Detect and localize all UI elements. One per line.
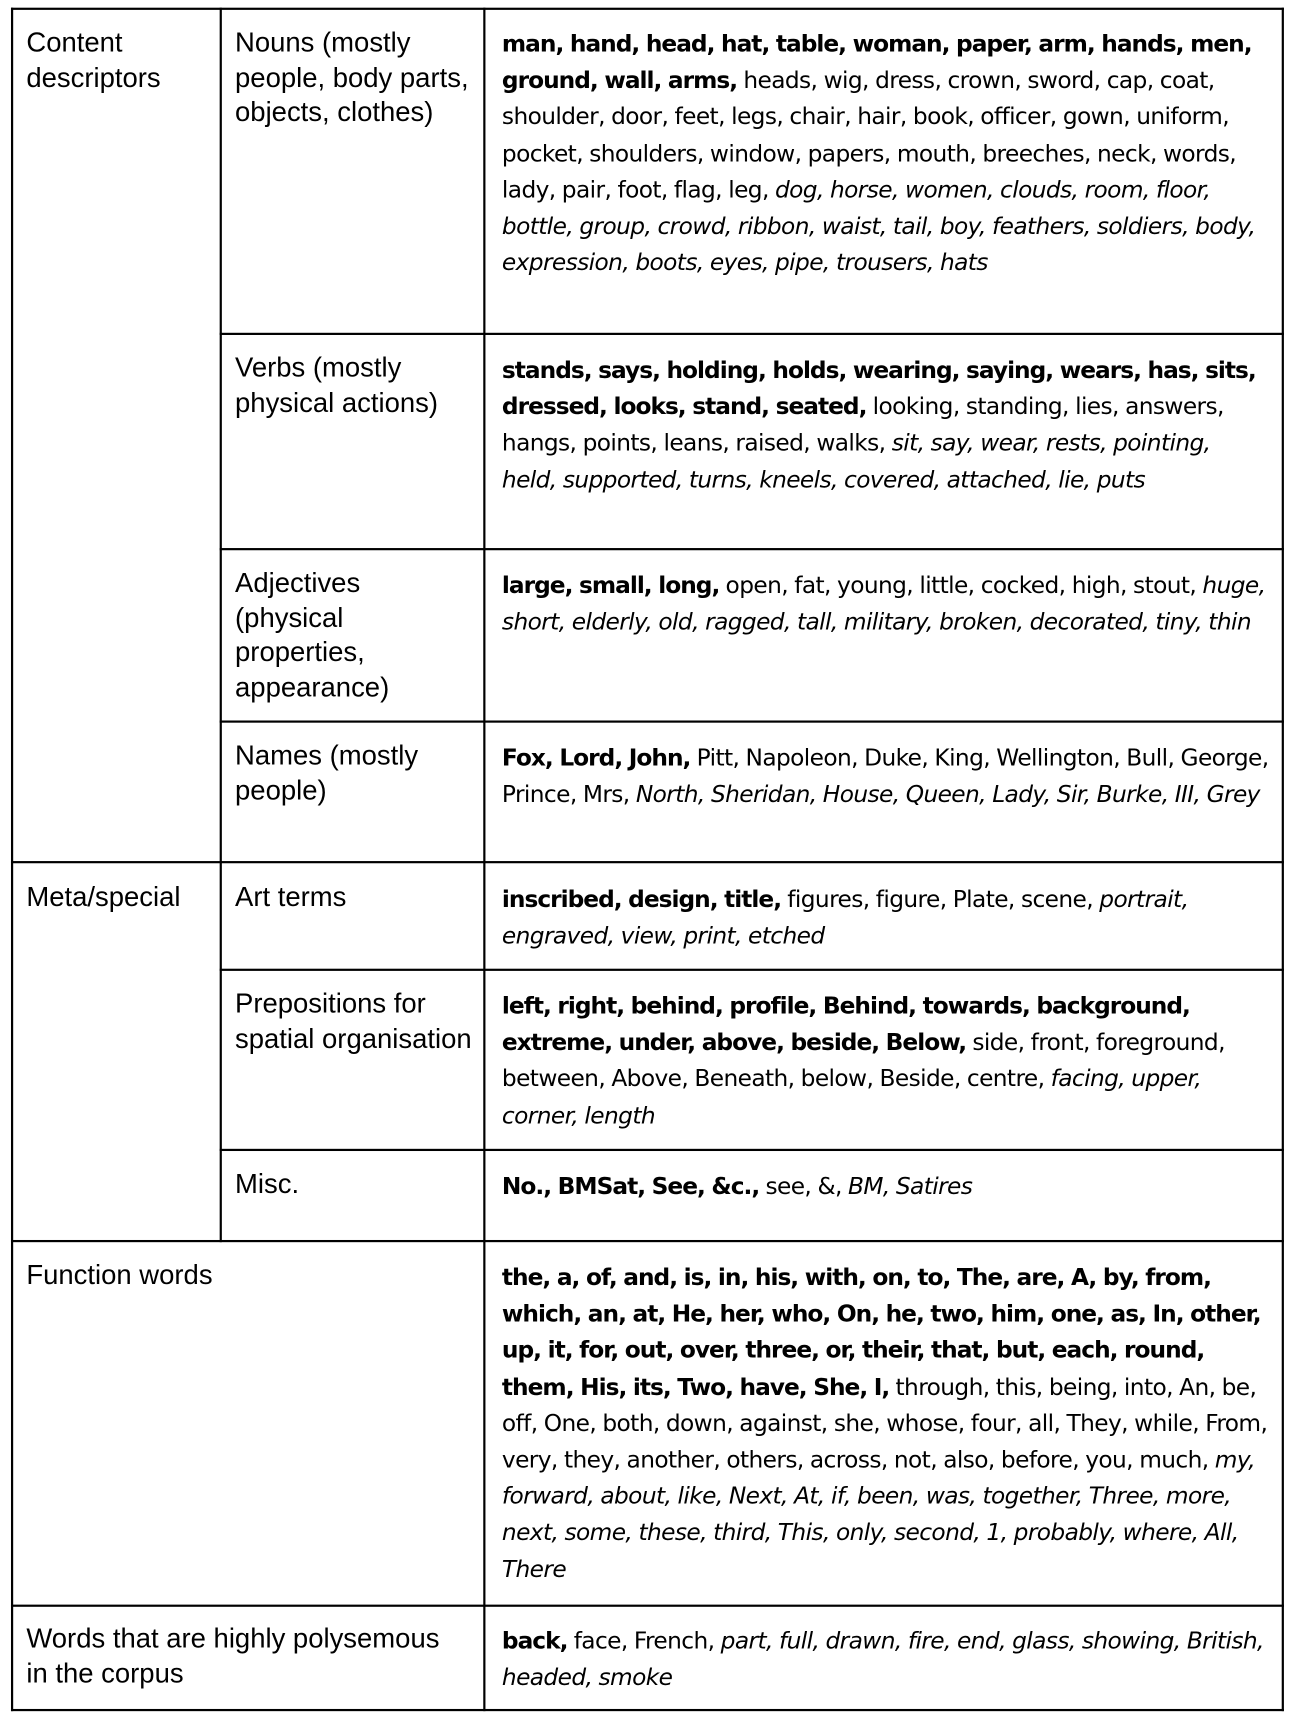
group-label-meta-special: Meta/special: [26, 881, 181, 913]
word-list-adjectives: [502, 567, 1271, 640]
word-list-polysemous: [502, 1622, 1271, 1695]
bold-words: man, hand, head, hat, table, woman, paper, arm, hands, men, ground, wall, arms,: [501, 29, 1252, 94]
group-divider: [11, 1240, 1284, 1242]
table-border-right: [1282, 8, 1284, 1711]
italic-words: North, Sheridan, House, Queen, Lady, Sir, Burke, III, Grey: [629, 780, 1260, 808]
regular-words: Pitt, Napoleon, Duke, King, Wellington, Bull, George, Prince, Mrs,: [501, 743, 1269, 808]
word-list-prepositions: [502, 987, 1271, 1133]
table-border-bottom: [11, 1709, 1284, 1711]
bold-words: left, right, behind, profile, Behind, towards, background, extreme, under, above, beside, Below,: [501, 991, 1190, 1056]
italic-words: dog, horse, women, clouds, room, floor, bottle, group, crowd, ribbon, waist, tail, boy, feathers, soldiers, body, expression, boots, eyes, pipe, trousers, hats: [501, 175, 1256, 276]
column-divider: [220, 8, 222, 1242]
regular-words: open, fat, young, little, cocked, high, stout,: [719, 571, 1197, 599]
row-divider: [220, 969, 1284, 971]
italic-words: sit, say, wear, rests, pointing, held, supported, turns, kneels, covered, attached, lie, puts: [501, 428, 1211, 493]
bold-words: No., BMSat, See, &c.,: [501, 1171, 760, 1200]
italic-words: facing, upper, corner, length: [501, 1064, 1202, 1129]
word-list-names: [502, 739, 1271, 812]
word-list-art-terms: [502, 881, 1271, 954]
category-label-prepositions: Prepositions for spatial organisation: [235, 988, 472, 1054]
regular-words: face, French,: [567, 1626, 715, 1655]
category-label-art-terms: Art terms: [235, 881, 347, 913]
regular-words: through, this, being, into, An, be, off, One, both, down, against, she, whose, four, all, They, while, From, very, they, another, others, across, not, also, before, you, much,: [501, 1372, 1268, 1473]
group-label-function-words: Function words: [26, 1259, 213, 1291]
column-divider: [483, 8, 485, 1711]
regular-words: heads, wig, dress, crown, sword, cap, coat, shoulder, door, feet, legs, chair, hair, book, officer, gown, uniform, pocket, shoulders, window, papers, mouth, breeches, neck, words, lady, pair, foot, flag, leg,: [501, 66, 1237, 203]
word-list-misc: [502, 1167, 1271, 1203]
bold-words: inscribed, design, title,: [501, 885, 782, 913]
italic-words: portrait, engraved, view, print, etched: [501, 885, 1189, 950]
bold-words: Fox, Lord, John,: [501, 743, 691, 772]
word-list-nouns: [502, 25, 1271, 280]
word-list-verbs: [502, 351, 1271, 497]
row-divider: [220, 333, 1284, 335]
group-label-polysemous: Words that are highly polysemous in the corpus: [26, 1623, 440, 1689]
group-divider: [11, 1605, 1284, 1607]
italic-words: huge, short, elderly, old, ragged, tall, military, broken, decorated, tiny, thin: [501, 571, 1266, 636]
group-divider: [11, 861, 1284, 863]
bold-words: the, a, of, and, is, in, his, with, on, to, The, are, A, by, from, which, an, at, He, her, who, On, he, two, him, one, as, In, other, up, it, for, out, over, three, or, their, that, but, each, round, them, His, its, Two, have, She, I,: [501, 1263, 1261, 1400]
regular-words: side, front, foreground, between, Above, Beneath, below, Beside, centre,: [501, 1028, 1225, 1093]
category-label-names: Names (mostly people): [235, 740, 419, 806]
row-divider: [220, 1149, 1284, 1151]
category-label-nouns: Nouns (mostly people, body parts, objects, clothes): [235, 27, 469, 128]
italic-words: BM, Satires: [841, 1171, 973, 1200]
word-list-function-words: [502, 1259, 1271, 1587]
italic-words: my, forward, about, like, Next, At, if, been, was, together, Three, more, next, some, these, third, This, only, second, 1, probably, where, All, There: [501, 1445, 1256, 1583]
group-label-content-descriptors: Content descriptors: [26, 27, 161, 93]
bold-words: stands, says, holding, holds, wearing, saying, wears, has, sits, dressed, looks, stand, seated,: [501, 355, 1256, 420]
row-divider: [220, 548, 1284, 550]
italic-words: part, full, drawn, fire, end, glass, showing, British, headed, smoke: [501, 1626, 1264, 1691]
row-divider: [220, 720, 1284, 722]
table-border-left: [11, 8, 13, 1711]
category-label-misc: Misc.: [235, 1168, 300, 1200]
category-label-verbs: Verbs (mostly physical actions): [235, 352, 439, 418]
regular-words: looking, standing, lies, answers, hangs, points, leans, raised, walks,: [501, 392, 1224, 457]
category-label-adjectives: Adjectives (physical properties, appearance): [235, 567, 390, 703]
regular-words: see, &,: [759, 1171, 842, 1200]
regular-words: figures, figure, Plate, scene,: [781, 885, 1094, 913]
table-border-top: [11, 8, 1284, 10]
bold-words: back,: [501, 1626, 568, 1655]
bold-words: large, small, long,: [501, 571, 720, 599]
